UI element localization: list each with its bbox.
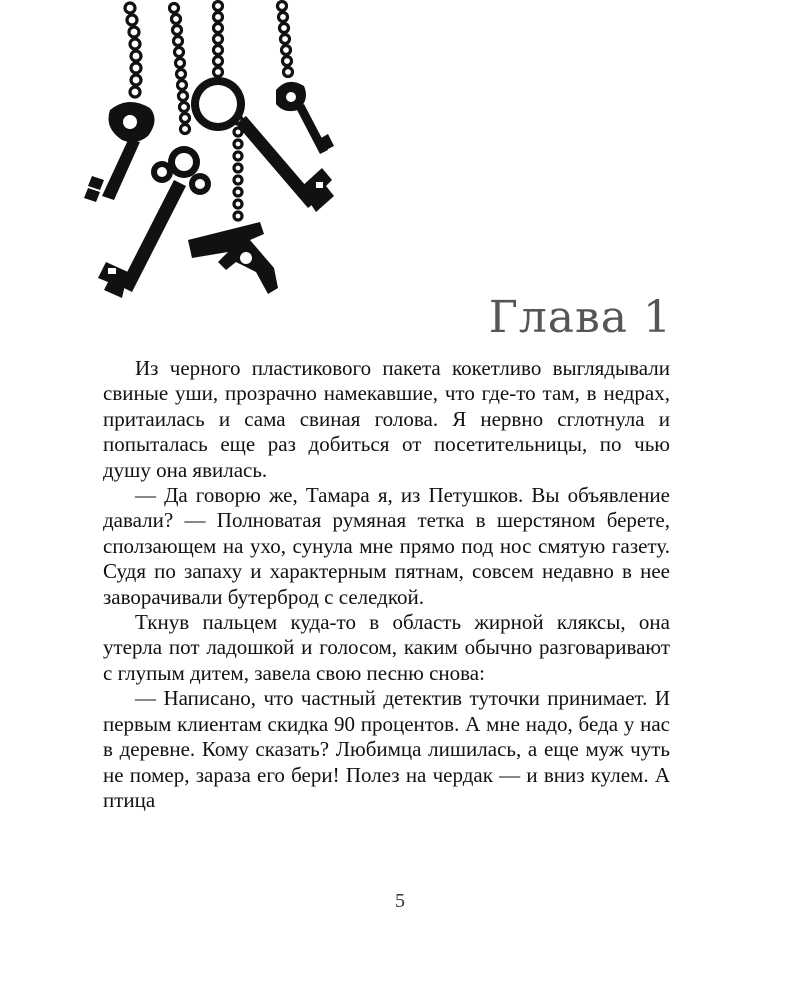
paragraph-1: Из черного пластикового пакета кокетливо выглядывали свиные уши, прозрачно намекавшие, что где-то там, в недрах, притаилась и сама свиная голова. Я нервно сглотнула и попыталась еще раз добиться от посетительницы, по чью душу она явилась.: [103, 356, 670, 482]
keys-illustration: [78, 0, 368, 310]
chapter-title: Глава 1: [488, 292, 672, 343]
chain-2: [170, 4, 190, 134]
key-3: [191, 77, 334, 212]
paragraph-3: Ткнув пальцем куда-то в область жирной кляксы, она утерла пот ладошкой и голосом, каким обычно разговаривают с глупым дитем, завела свою песню снова:: [103, 610, 670, 685]
chain-5: [278, 2, 293, 77]
page-number: 5: [395, 890, 405, 912]
pistol-icon: [188, 222, 278, 294]
paragraph-2: — Да говорю же, Тамара я, из Петушков. Вы объявление давали? — Полноватая румяная тетка в шерстяном берете, сползающем на ухо, сунула мне прямо под нос смятую газету. Судя по запаху и характерным пятнам, совсем недавно в нее заворачивали бутерброд с селедкой.: [103, 483, 670, 609]
chain-1: [125, 3, 141, 97]
key-4: [276, 82, 334, 154]
paragraph-4: — Написано, что частный детектив туточки принимает. И первым клиентам скидка 90 процентов. А мне надо, беда у нас в деревне. Кому сказать? Любимца лишилась, а еще муж чуть не помер, зараза его бери! Полез на чердак — и вниз кулем. А птица: [103, 686, 670, 812]
chain-4: [234, 116, 242, 220]
chapter-text: [103, 356, 670, 813]
chain-3: [214, 2, 223, 77]
key-1: [84, 102, 155, 202]
